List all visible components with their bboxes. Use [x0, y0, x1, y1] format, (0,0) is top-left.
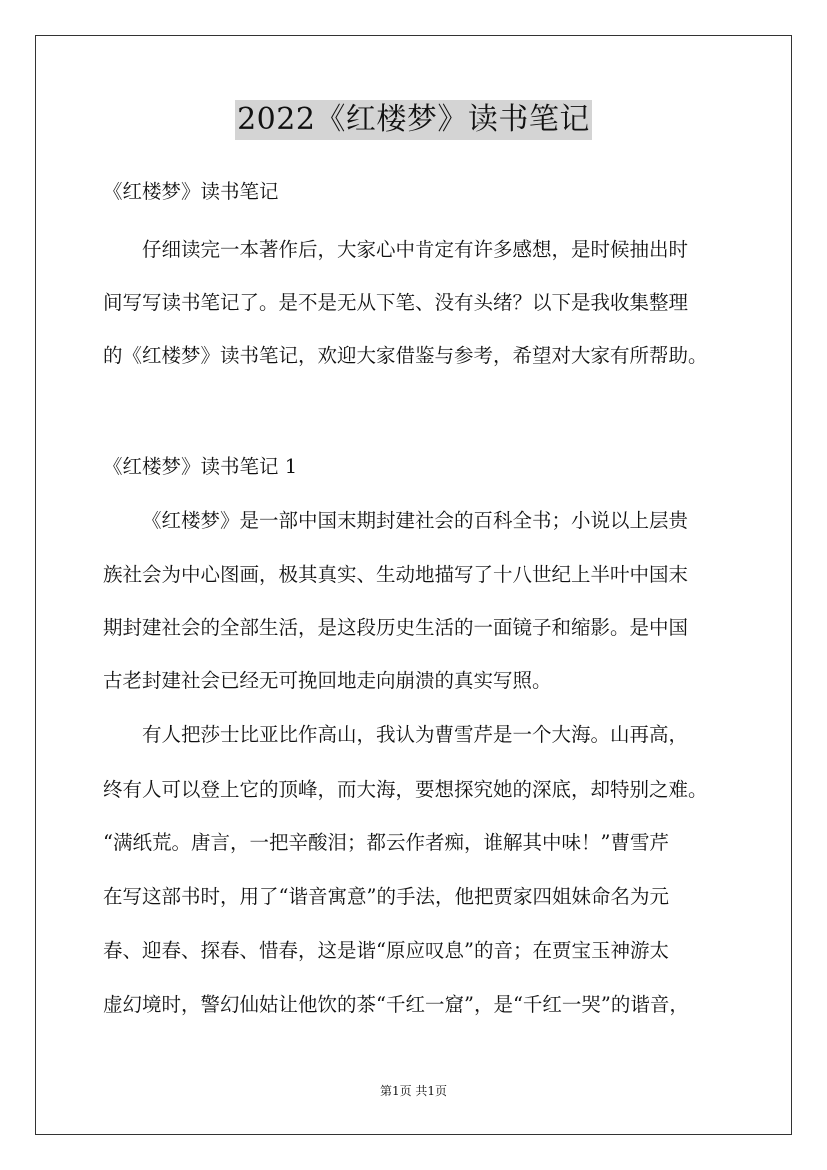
intro-line: 的《红楼梦》读书笔记，欢迎大家借鉴与参考，希望对大家有所帮助。	[103, 344, 708, 367]
para2-line: 有人把莎士比亚比作高山，我认为曹雪芹是一个大海。山再高，	[142, 723, 689, 746]
intro-line: 间写写读书笔记了。是不是无从下笔、没有头绪？以下是我收集整理	[103, 291, 689, 314]
section1-heading: 《红楼梦》读书笔记 1	[103, 455, 298, 478]
para2-line: 虚幻境时，警幻仙姑让他饮的茶“千红一窟”，是“千红一哭”的谐音，	[103, 993, 689, 1016]
para1-line: 期封建社会的全部生活，是这段历史生活的一面镜子和缩影。是中国	[103, 616, 689, 639]
para2-line: “满纸荒。唐言，一把辛酸泪；都云作者痴，谁解其中味！”曹雪芹	[103, 831, 669, 854]
para2-line: 春、迎春、探春、惜春，这是谐“原应叹息”的音；在贾宝玉神游太	[103, 939, 669, 962]
page-footer: 第1页 共1页	[379, 1084, 448, 1098]
title-container	[0, 100, 827, 140]
document-title: 2022《红楼梦》读书笔记	[235, 100, 592, 140]
intro-heading: 《红楼梦》读书笔记	[103, 180, 279, 203]
para2-line: 在写这部书时，用了“谐音寓意”的手法，他把贾家四姐妹命名为元	[103, 885, 669, 908]
intro-line: 仔细读完一本著作后，大家心中肯定有许多感想，是时候抽出时	[142, 238, 689, 261]
para1-line: 古老封建社会已经无可挽回地走向崩溃的真实写照。	[103, 669, 552, 692]
para2-line: 终有人可以登上它的顶峰，而大海，要想探究她的深底，却特别之难。	[103, 778, 708, 801]
para1-line: 《红楼梦》是一部中国末期封建社会的百科全书；小说以上层贵	[142, 509, 689, 532]
para1-line: 族社会为中心图画，极其真实、生动地描写了十八世纪上半叶中国末	[103, 563, 689, 586]
